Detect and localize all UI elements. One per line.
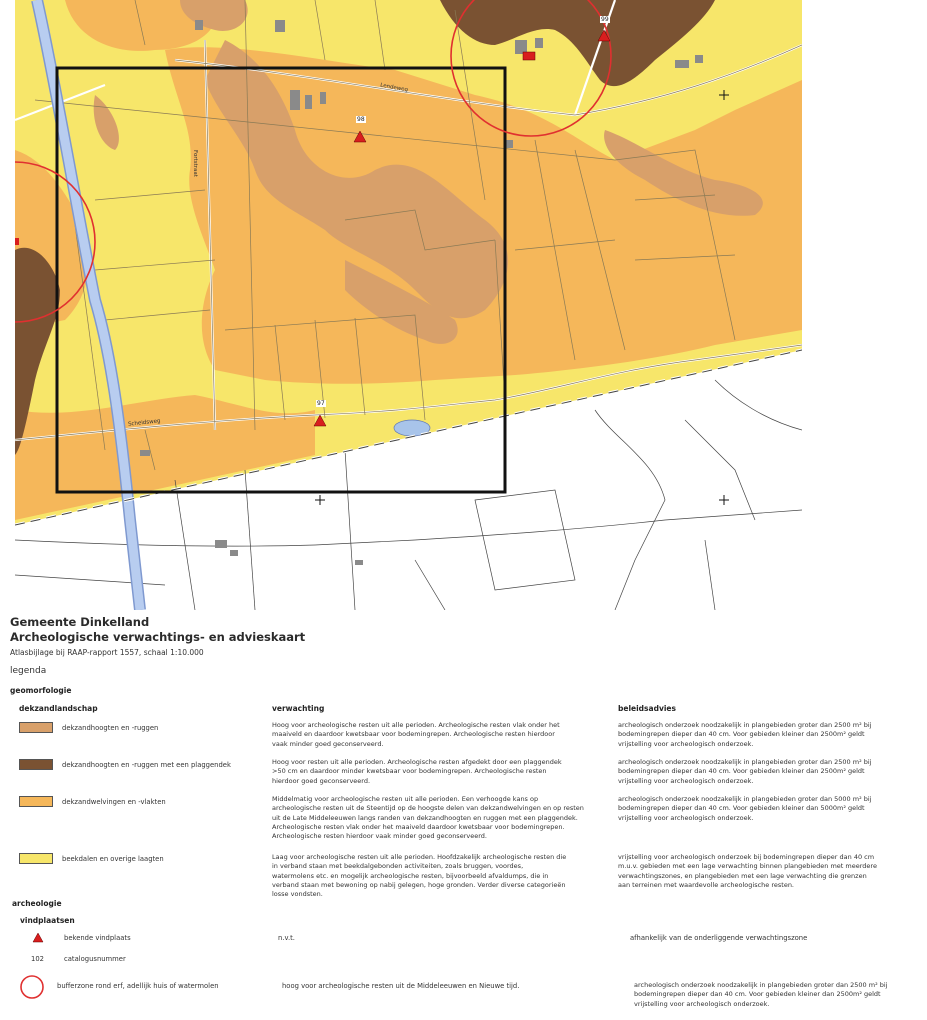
legend-site-icon [32,932,44,943]
legend-advies-hoogten: archeologisch onderzoek noodzakelijk in plangebieden groter dan 2500 m² bij bodemingrepen dieper dan 40 cm. Voor gebieden kleiner dan 2500m² geldt vrijstelling voor archeologisch onderzoek. [618,721,872,748]
legend-buffer-icon [19,974,45,1000]
site-label-99: 99 [601,16,609,23]
map-view[interactable] [15,0,802,610]
legend-section-archeologie: archeologie [12,899,62,908]
legend-verwachting-hoogten: Hoog voor archeologische resten uit alle perioden. Archeologische resten vlak onder het maaiveld en daardoor kwetsbaar voor bodemingrepen. Archeologische resten hierdoor vaak minder goed geconserveerd. [272,721,560,748]
legend-subsection-dekzandlandschap: dekzandlandschap [19,704,98,713]
legend-buffer-advies: archeologisch onderzoek noodzakelijk in plangebieden groter dan 2500 m² bij bodemingrepen dieper dan 40 cm. Voor gebieden kleiner dan 2500m² geldt vrijstelling voor archeologisch onderzoek. [634,981,888,1008]
legend-catalog-number: 102 [31,955,44,963]
legend-col-beleidsadvies: beleidsadvies [618,704,676,713]
legend-label-site: bekende vindplaats [64,934,131,942]
legend-verwachting-welvingen: Middelmatig voor archeologische resten uit alle perioden. Een verhoogde kans op archeologische resten uit de Steentijd op de hoogste delen van dekzandwelvingen en op resten uit de Late Middeleeuwen langs randen van dekzandhoogten en ruggen met een plaggendek. Archeologische resten vlak onder het maaiveld daardoor kwetsbaar voor bodemingrepen. Archeologische resten hierdoor vaak minder goed geconserveerd. [272,795,584,841]
legend-heading: legenda [10,666,47,676]
legend-advies-plaggendek: archeologisch onderzoek noodzakelijk in plangebieden groter dan 2500 m² bij bodemingrepen dieper dan 40 cm. Voor gebieden kleiner dan 2500m² geldt vrijstelling voor archeologisch onderzoek. [618,758,872,785]
map-subtitle: Atlasbijlage bij RAAP-rapport 1557, schaal 1:10.000 [10,648,204,657]
legend-section-geomorfologie: geomorfologie [10,686,72,695]
map-canvas [15,0,802,610]
erf-marker [523,52,535,60]
legend-label-beekdalen: beekdalen en overige laagten [62,855,164,863]
legend-subsection-vindplaatsen: vindplaatsen [20,916,75,925]
site-label-98: 98 [357,116,365,123]
legend-label-buffer: bufferzone rond erf, adellijk huis of watermolen [57,982,219,990]
legend-verwachting-beekdalen: Laag voor archeologische resten uit alle perioden. Hoofdzakelijk archeologische resten die in verband staan met beekdalgebonden activiteiten, zoals bruggen, voordes, watermolens etc. en mogelijk archeologische resten, bijvoorbeeld afvaldumps, die in verband staan met bewoning op nabij gelegen, hoge gronden. Verder diverse categorieën losse vondsten. [272,853,567,899]
legend-site-verwachting: n.v.t. [278,934,295,942]
swatch-beekdalen [19,853,53,864]
road-label-scheidsweg: Scheidsweg [127,418,161,428]
legend-label-catalog: catalogusnummer [64,955,126,963]
site-label-97: 97 [317,400,325,407]
municipality-title: Gemeente Dinkelland [10,615,150,629]
swatch-hoogten [19,722,53,733]
road-label-fortstraat: Fortstraat [192,150,198,177]
legend-buffer-verwachting: hoog voor archeologische resten uit de Middeleeuwen en Nieuwe tijd. [282,982,520,990]
legend-site-advies: afhankelijk van de onderliggende verwachtingszone [630,934,808,942]
legend-verwachting-plaggendek: Hoog voor resten uit alle perioden. Archeologische resten afgedekt door een plaggendek >50 cm en daardoor minder kwetsbaar voor bodemingrepen. Archeologische resten hierdoor goed geconserveerd. [272,758,562,785]
swatch-plaggendek [19,759,53,770]
legend-advies-beekdalen: vrijstelling voor archeologisch onderzoek bij bodemingrepen dieper dan 40 cm m.u.v. gebieden met een lage verwachting binnen plangebieden met meerdere verwachtingszones, en plangebieden met een lage verwachting die grenzen aan terreinen met waardevolle archeologische resten. [618,853,877,889]
legend-label-welvingen: dekzandwelvingen en -vlakten [62,798,166,806]
road-label-lendeweg: Lendeweg [379,82,409,94]
map-title: Archeologische verwachtings- en advieskaart [10,630,306,644]
legend-label-hoogten: dekzandhoogten en -ruggen [62,724,159,732]
legend-advies-welvingen: archeologisch onderzoek noodzakelijk in plangebieden groter dan 5000 m² bij bodemingrepen dieper dan 40 cm. Voor gebieden kleiner dan 5000m² geldt vrijstelling voor archeologisch onderzoek. [618,795,872,822]
legend-col-verwachting: verwachting [272,704,325,713]
legend-label-plaggendek: dekzandhoogten en -ruggen met een plaggendek [62,761,231,769]
swatch-welvingen [19,796,53,807]
